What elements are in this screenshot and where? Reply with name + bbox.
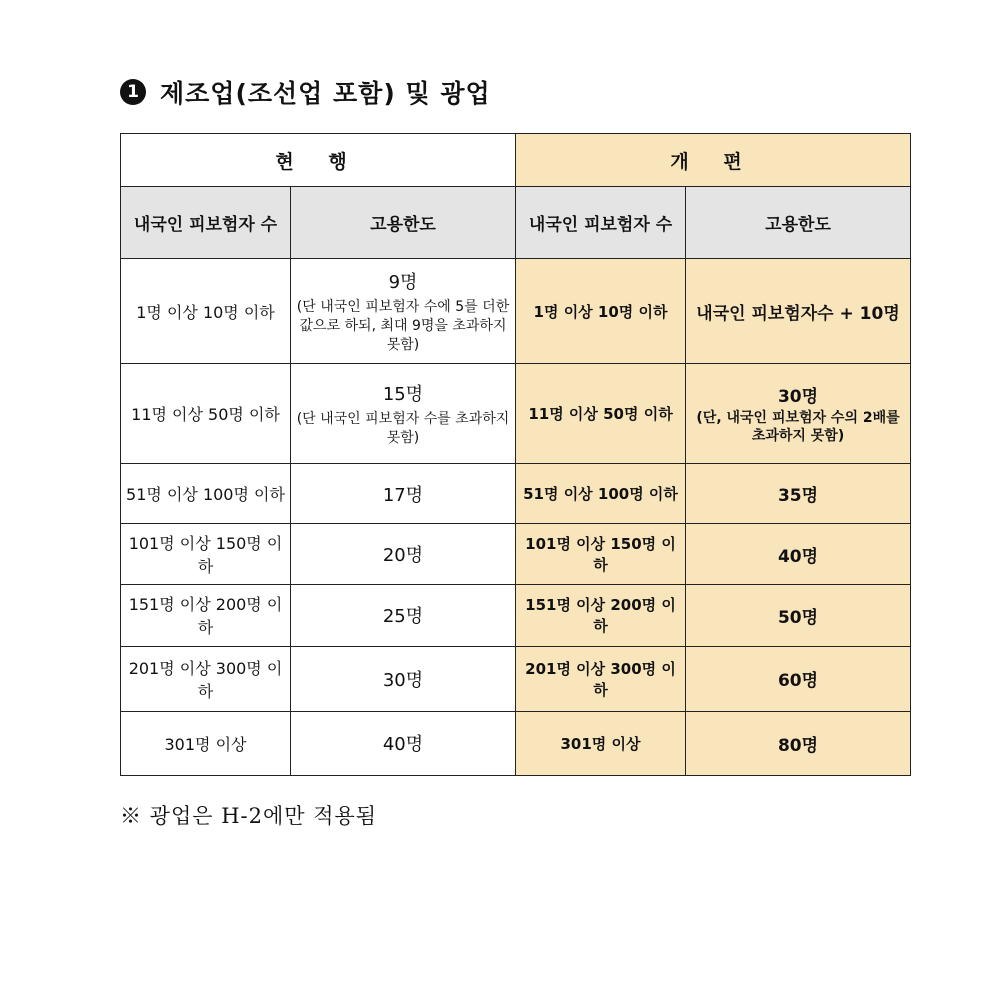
current-range-cell: 11명 이상 50명 이하	[121, 364, 291, 464]
new-limit-cell: 40명	[686, 524, 911, 584]
current-limit-note: (단 내국인 피보험자 수를 초과하지 못함)	[296, 410, 510, 446]
current-limit-cell: 25명	[291, 584, 516, 646]
new-limit-cell: 80명	[686, 711, 911, 775]
new-limit-cell	[686, 364, 911, 464]
new-range-cell: 11명 이상 50명 이하	[516, 364, 686, 464]
col-header-new-limit: 고용한도	[686, 187, 911, 258]
group-header-current: 현 행	[121, 134, 516, 187]
current-limit-cell: 30명	[291, 647, 516, 711]
current-range-cell: 301명 이상	[121, 711, 291, 775]
current-range-cell: 201명 이상 300명 이하	[121, 647, 291, 711]
table-row	[121, 524, 911, 584]
new-limit-cell: 35명	[686, 464, 911, 524]
table-row	[121, 258, 911, 364]
new-limit-cell: 60명	[686, 647, 911, 711]
new-range-cell: 1명 이상 10명 이하	[516, 258, 686, 364]
current-limit-value: 15명	[382, 383, 424, 405]
table-row	[121, 584, 911, 646]
current-range-cell: 51명 이상 100명 이하	[121, 464, 291, 524]
new-range-cell: 51명 이상 100명 이하	[516, 464, 686, 524]
new-range-cell: 201명 이상 300명 이하	[516, 647, 686, 711]
new-limit-value: 30명	[777, 387, 819, 408]
section-title: 제조업(조선업 포함) 및 광업	[160, 79, 491, 108]
number-bullet-icon: 1	[120, 79, 146, 105]
current-limit-cell: 17명	[291, 464, 516, 524]
current-range-cell: 151명 이상 200명 이하	[121, 584, 291, 646]
new-range-cell: 101명 이상 150명 이하	[516, 524, 686, 584]
current-range-cell: 101명 이상 150명 이하	[121, 524, 291, 584]
current-limit-cell: 40명	[291, 711, 516, 775]
section-heading	[120, 74, 491, 110]
new-range-cell: 301명 이상	[516, 711, 686, 775]
new-limit-cell: 50명	[686, 584, 911, 646]
new-range-cell: 151명 이상 200명 이하	[516, 584, 686, 646]
table-row	[121, 647, 911, 711]
current-limit-cell: 20명	[291, 524, 516, 584]
col-header-current-limit: 고용한도	[291, 187, 516, 258]
group-header-new: 개 편	[516, 134, 911, 187]
col-header-current-range: 내국인 피보험자 수	[121, 187, 291, 258]
table-row	[121, 464, 911, 524]
new-limit-note: (단, 내국인 피보험자 수의 2배를 초과하지 못함)	[696, 410, 900, 445]
current-limit-note: (단 내국인 피보험자 수에 5를 더한 값으로 하되, 최대 9명을 초과하지 못함)	[296, 298, 510, 353]
table-row	[121, 711, 911, 775]
employment-quota-table	[120, 133, 911, 776]
current-range-cell: 1명 이상 10명 이하	[121, 258, 291, 364]
table-row	[121, 364, 911, 464]
footnote: ※ 광업은 H-2에만 적용됨	[120, 804, 378, 828]
col-header-new-range: 내국인 피보험자 수	[516, 187, 686, 258]
new-limit-cell: 내국인 피보험자수 + 10명	[686, 258, 911, 364]
current-limit-cell	[291, 258, 516, 364]
current-limit-cell	[291, 364, 516, 464]
current-limit-value: 9명	[388, 271, 418, 293]
